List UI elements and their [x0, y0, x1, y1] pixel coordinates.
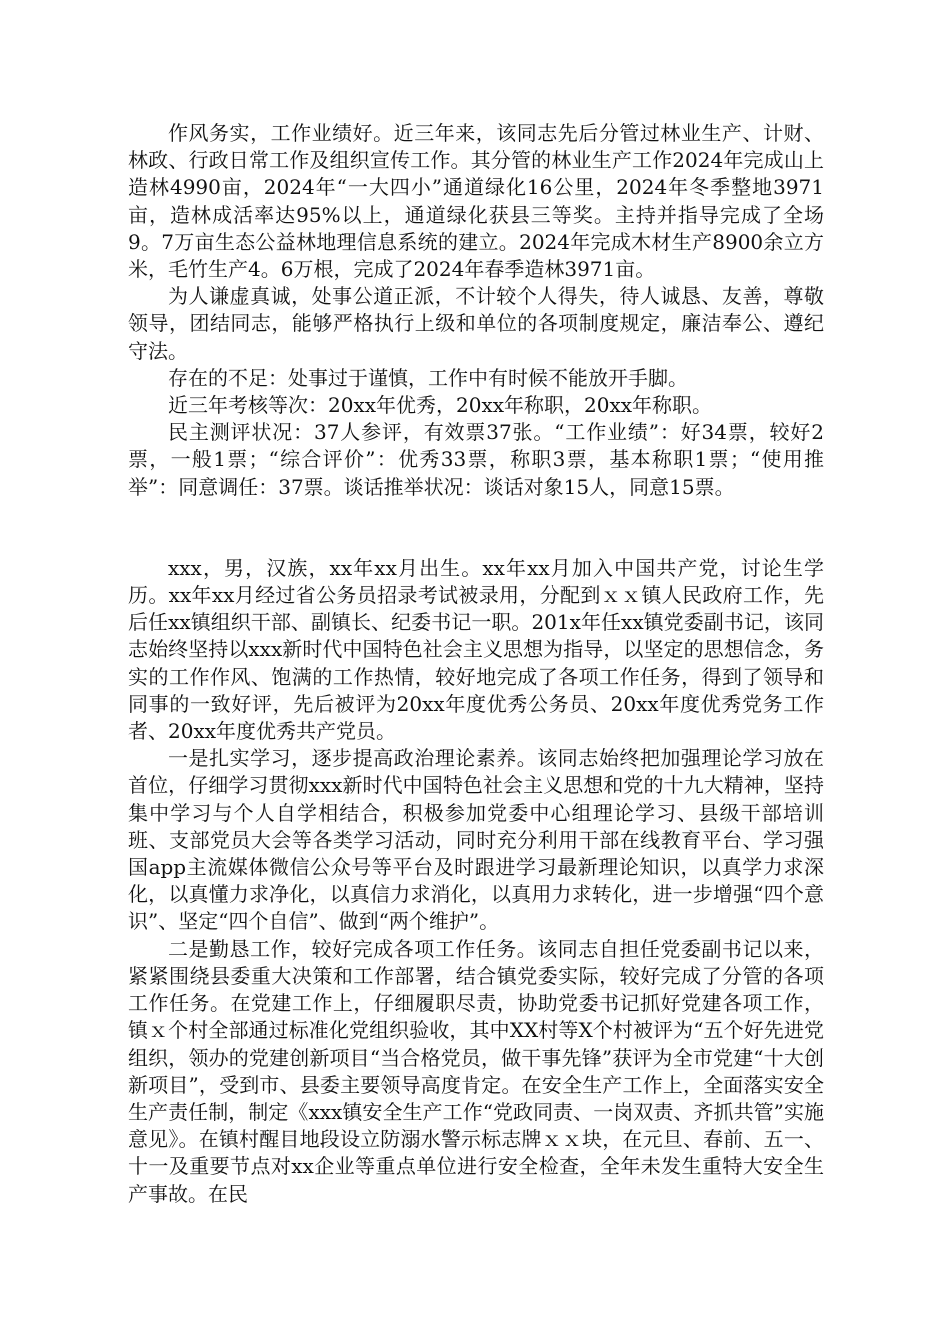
- paragraph: 存在的不足：处事过于谨慎，工作中有时候不能放开手脚。: [168, 365, 688, 390]
- document-page: [128, 120, 824, 1208]
- paragraph: xxx，男，汉族，xx年xx月出生。xx年xx月加入中国共产党，讨论生学历。xx年xx月经过省公务员招录考试被录用，分配到ｘｘ镇人民政府工作，先后任xx镇组织干部、副镇长、纪委书记一职。201x年任xx镇党委副书记，该同志始终坚持以xxx新时代中国特色社会主义思想为指导，以坚定的思想信念，务实的工作作风、饱满的工作热情，较好地完成了各项工作任务，得到了领导和同事的一致好评，先后被评为20xx年度优秀公务员、20xx年度优秀党务工作者、20xx年度优秀共产党员。: [128, 555, 824, 744]
- paragraph: 一是扎实学习，逐步提高政治理论素养。该同志始终把加强理论学习放在首位，仔细学习贯彻xxx新时代中国特色社会主义思想和党的十九大精神，坚持集中学习与个人自学相结合，积极参加党委中心组理论学习、县级干部培训班、支部党员大会等各类学习活动，同时充分利用干部在线教育平台、学习强国app主流媒体微信公众号等平台及时跟进学习最新理论知识，以真学力求深化，以真懂力求净化，以真信力求消化，以真用力求转化，进一步增强“四个意识”、坚定“四个自信”、做到“两个维护”。: [128, 746, 824, 934]
- paragraph: 近三年考核等次：20xx年优秀，20xx年称职，20xx年称职。: [168, 393, 713, 418]
- section-2: [128, 555, 824, 1208]
- section-gap: [128, 501, 824, 555]
- paragraph: 作风务实，工作业绩好。近三年来，该同志先后分管过林业生产、计财、林政、行政日常工作及组织宣传工作。其分管的林业生产工作2024年完成山上造林4990亩，2024年“一大四小”通道绿化16公里，2024年冬季整地3971亩，造林成活率达95%以上，通道绿化获县三等奖。主持并指导完成了全场9。7万亩生态公益林地理信息系统的建立。2024年完成木材生产8900余立方米，毛竹生产4。6万根，完成了2024年春季造林3971亩。: [128, 121, 824, 282]
- paragraph: 二是勤恳工作，较好完成各项工作任务。该同志自担任党委副书记以来，紧紧围绕县委重大决策和工作部署，结合镇党委实际，较好完成了分管的各项工作任务。在党建工作上，仔细履职尽责，协助党委书记抓好党建各项工作，镇ｘ个村全部通过标准化党组织验收，其中XX村等X个村被评为“五个好先进党组织，领办的党建创新项目“当合格党员，做干事先锋”获评为全市党建“十大创新项目”，受到市、县委主要领导高度肯定。在安全生产工作上，全面落实安全生产责任制，制定《xxx镇安全生产工作“党政同责、一岗双责、齐抓共管”实施意见》。在镇村醒目地段设立防溺水警示标志牌ｘｘ块，在元旦、春前、五一、十一及重要节点对xx企业等重点单位进行安全检查，全年未发生重特大安全生产事故。在民: [128, 936, 824, 1206]
- section-1: [128, 120, 824, 501]
- paragraph: 为人谦虚真诚，处事公道正派，不计较个人得失，待人诚恳、友善，尊敬领导，团结同志，能够严格执行上级和单位的各项制度规定，廉洁奉公、遵纪守法。: [128, 284, 824, 363]
- paragraph: 民主测评状况：37人参评，有效票37张。“工作业绩”：好34票，较好2票，一般1票；“综合评价”：优秀33票，称职3票，基本称职1票；“使用推举”：同意调任：37票。谈话推举状况：谈话对象15人，同意15票。: [128, 420, 824, 499]
